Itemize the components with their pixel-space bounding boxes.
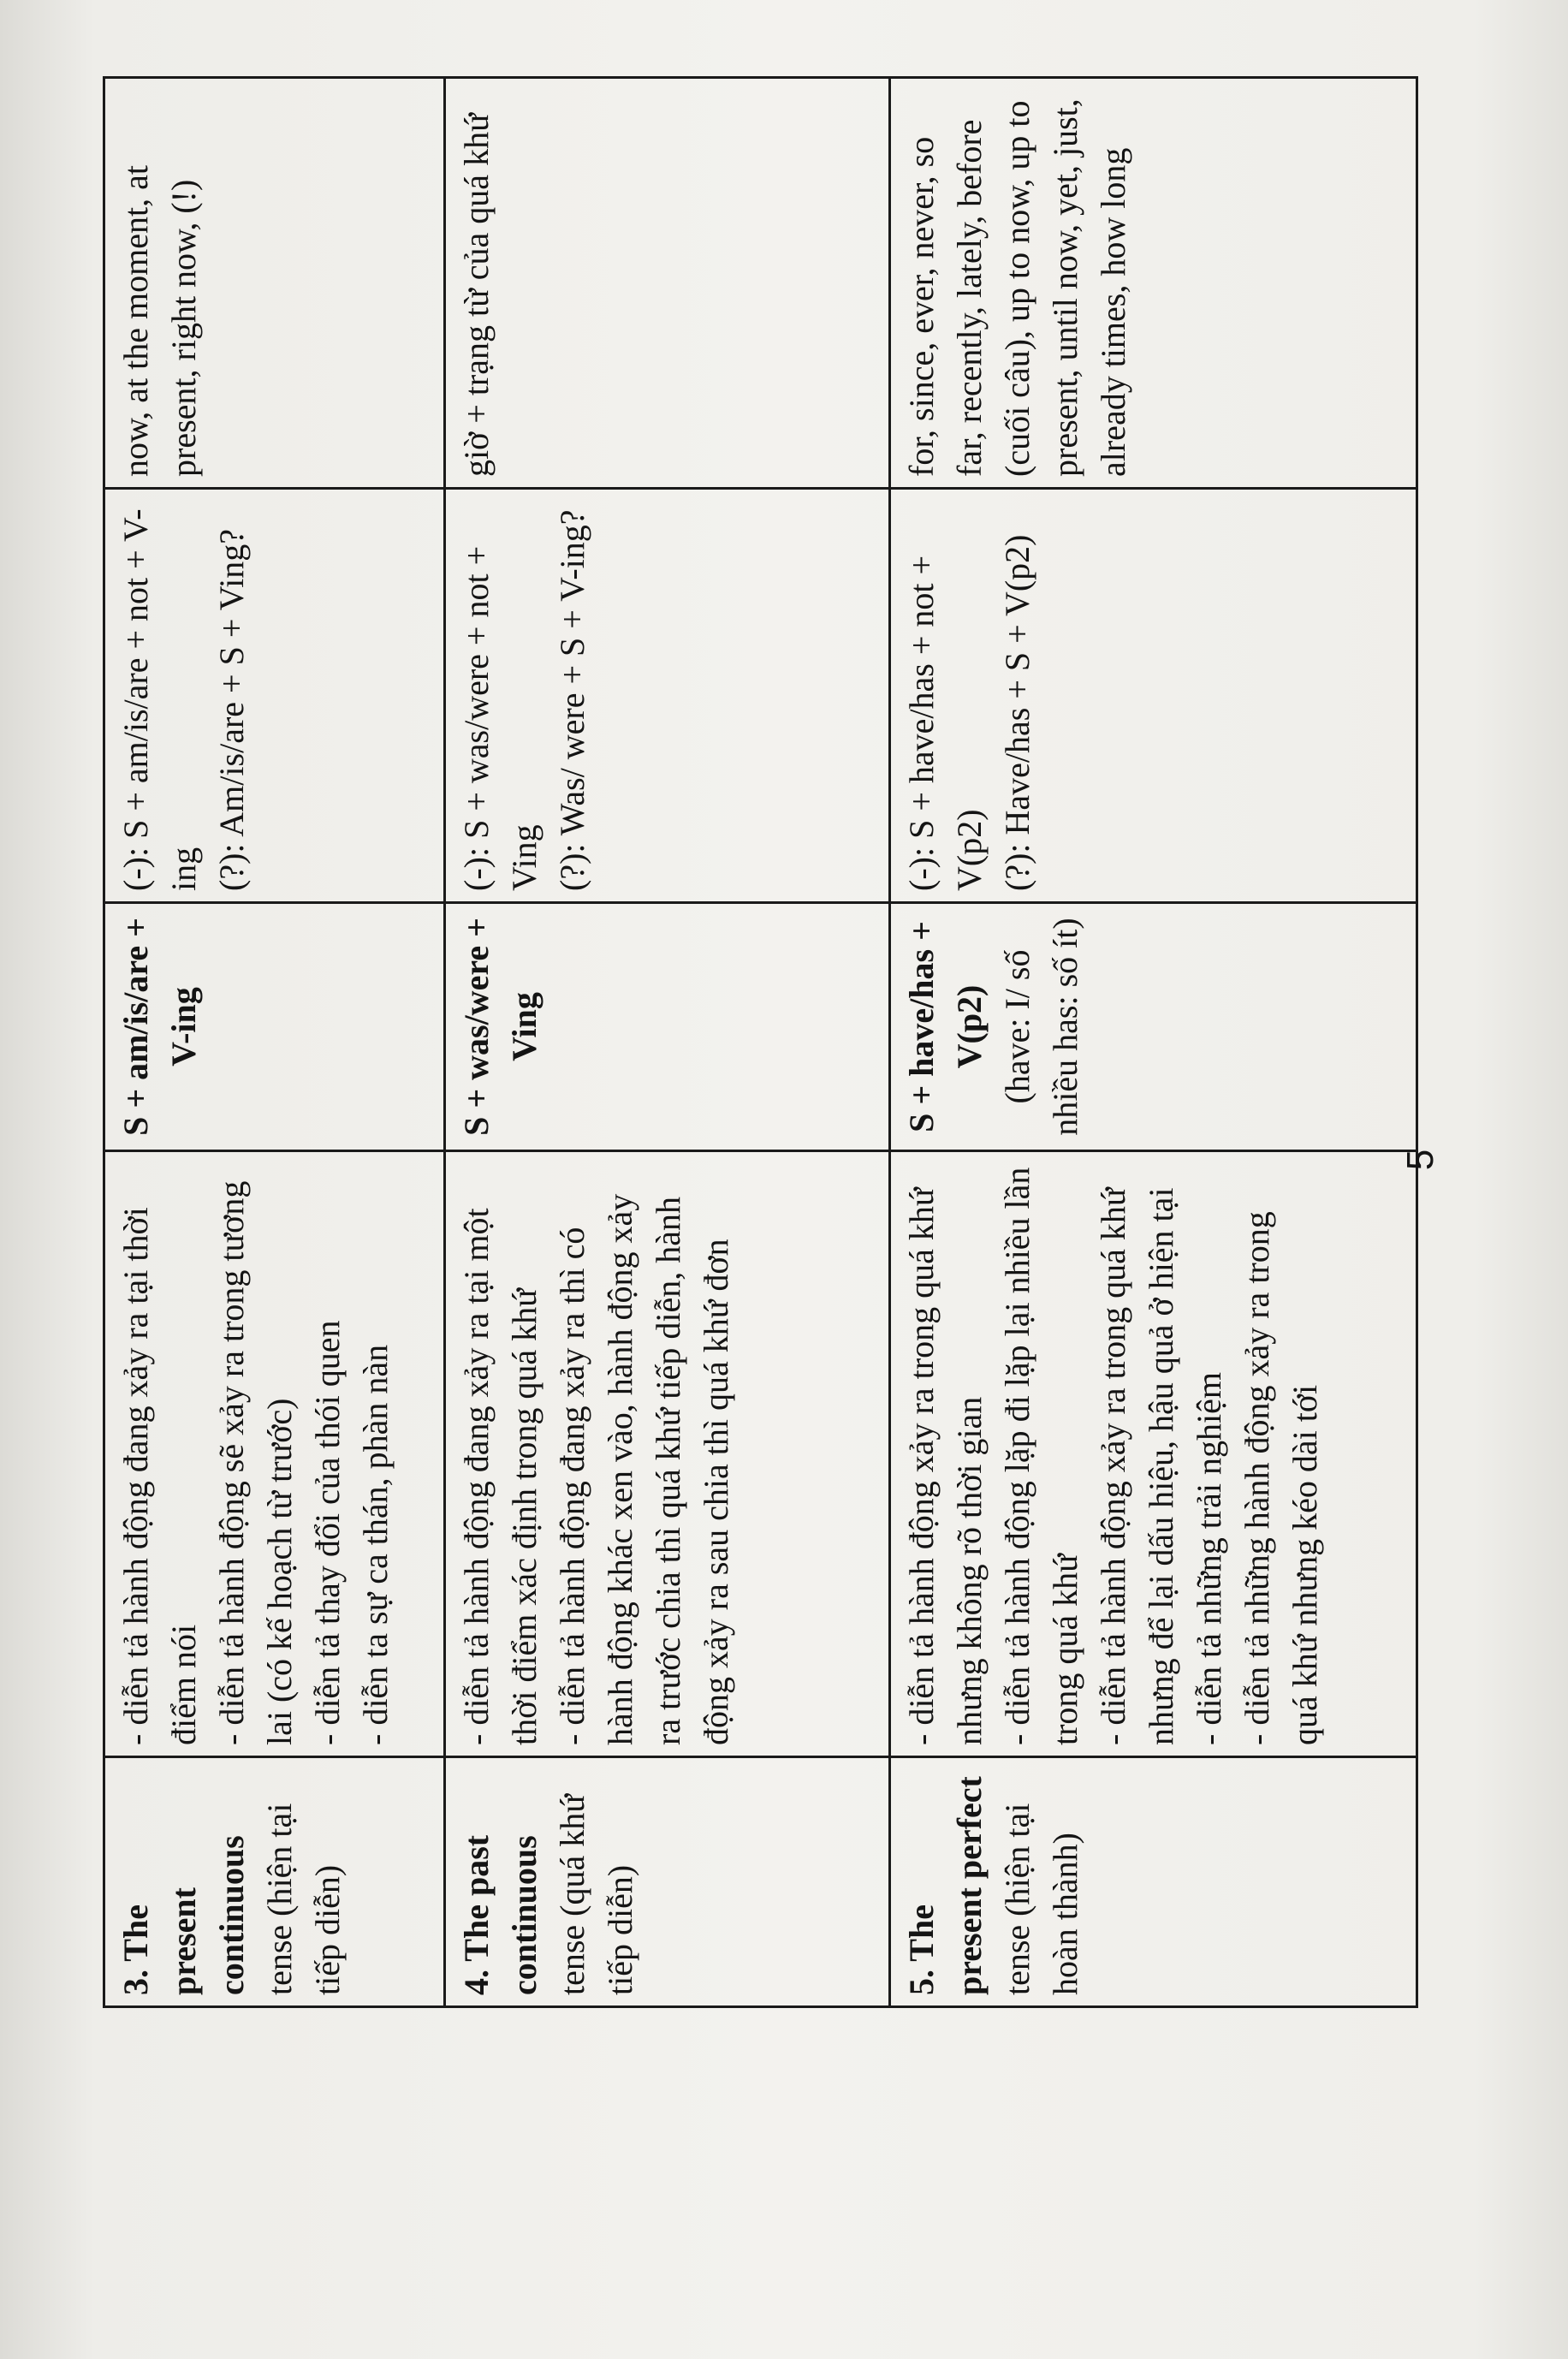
formula-cell bbox=[104, 903, 445, 1151]
tense-vietnamese: tense (hiện tại hoàn thành) bbox=[998, 1803, 1084, 1995]
signal-words: for, since, ever, never, so far, recently, lately, before (cuối câu), up to now, up to present, until now, yet, just, already times, how long bbox=[902, 98, 1132, 477]
signal-words-cell bbox=[104, 78, 445, 489]
question-form: (?): Have/has + S + V(p2) bbox=[998, 534, 1036, 891]
negative-form: (-): S + am/is/are + not + V-ing bbox=[116, 508, 203, 891]
grammar-table bbox=[103, 76, 1418, 2008]
negative-question-cell bbox=[890, 489, 1417, 903]
usage-line: - diễn tả hành động xảy ra trong quá khứ nhưng để lại dấu hiệu, hậu quả ở hiện tại bbox=[1094, 1187, 1180, 1745]
usage-line: - diễn tả hành động đang xảy ra thì có hành động khác xen vào, hành động xảy ra trước chia thì quá khứ tiếp diễn, hành động xảy ra sau chia thì quá khứ đơn bbox=[553, 1193, 735, 1745]
tense-number: 5. The bbox=[902, 1904, 941, 1995]
usage-line: - diễn tả hành động lặp đi lặp lại nhiều lần trong quá khứ bbox=[998, 1167, 1084, 1745]
usage-line: - diễn tả hành động xảy ra trong quá khứ nhưng không rõ thời gian bbox=[902, 1187, 989, 1745]
negative-form: (-): S + have/has + not + V(p2) bbox=[902, 555, 989, 891]
usage-line: - diễn tả những hành động xảy ra trong quá khứ nhưng kéo dài tới bbox=[1238, 1211, 1324, 1745]
formula-text: S + was/were + Ving bbox=[457, 918, 543, 1136]
tense-number: 4. The past bbox=[457, 1834, 496, 1995]
usage-line: - diễn tả hành động đang xảy ra tại thời điểm nói bbox=[116, 1207, 203, 1745]
tense-name-cell bbox=[890, 1757, 1417, 2007]
tense-number: 3. The bbox=[116, 1904, 155, 1995]
table-row bbox=[890, 78, 1417, 2007]
usage-cell bbox=[890, 1151, 1417, 1757]
signal-words-cell bbox=[445, 78, 890, 489]
usage-line: - diễn ta sự ca thán, phàn nàn bbox=[356, 1344, 395, 1745]
signal-words-cell bbox=[890, 78, 1417, 489]
signal-words: giờ + trạng từ của quá khứ bbox=[457, 113, 496, 477]
tense-vietnamese: tense (quá khứ tiếp diễn) bbox=[553, 1794, 639, 1995]
tense-name: present perfect bbox=[950, 1776, 989, 1995]
signal-words: now, at the moment, at present, right now, (!) bbox=[116, 165, 203, 477]
tense-name: continuous bbox=[505, 1835, 543, 1995]
negative-question-cell bbox=[104, 489, 445, 903]
tense-name-cell bbox=[445, 1757, 890, 2007]
formula-text: S + am/is/are + V-ing bbox=[116, 918, 203, 1136]
formula-cell bbox=[890, 903, 1417, 1151]
formula-text: S + have/has + V(p2) bbox=[902, 921, 989, 1132]
usage-line: - diễn tả những trải nghiệm bbox=[1190, 1371, 1228, 1745]
usage-cell bbox=[104, 1151, 445, 1757]
tense-vietnamese: tense (hiện tại tiếp diễn) bbox=[260, 1803, 347, 1995]
question-form: (?): Am/is/are + S + Ving? bbox=[212, 528, 251, 891]
question-form: (?): Was/ were + S + V-ing? bbox=[553, 509, 591, 891]
tense-name: present continuous bbox=[164, 1835, 251, 1995]
usage-cell bbox=[445, 1151, 890, 1757]
rotated-table-container bbox=[103, 79, 1416, 2008]
page-number: 5 bbox=[1399, 1149, 1442, 1171]
negative-question-cell bbox=[445, 489, 890, 903]
formula-cell bbox=[445, 903, 890, 1151]
table-row bbox=[445, 78, 890, 2007]
negative-form: (-): S + was/were + not + Ving bbox=[457, 545, 543, 891]
tense-name-cell bbox=[104, 1757, 445, 2007]
usage-line: - diễn tả hành động sẽ xảy ra trong tương lai (có kế hoạch từ trước) bbox=[212, 1180, 299, 1745]
usage-line: - diễn tả thay đổi của thói quen bbox=[308, 1320, 347, 1745]
formula-note: (have: I/ số nhiều has: số ít) bbox=[998, 918, 1084, 1136]
usage-line: - diễn tả hành động đang xảy ra tại một thời điểm xác định trong quá khứ bbox=[457, 1208, 543, 1745]
table-row bbox=[104, 78, 445, 2007]
